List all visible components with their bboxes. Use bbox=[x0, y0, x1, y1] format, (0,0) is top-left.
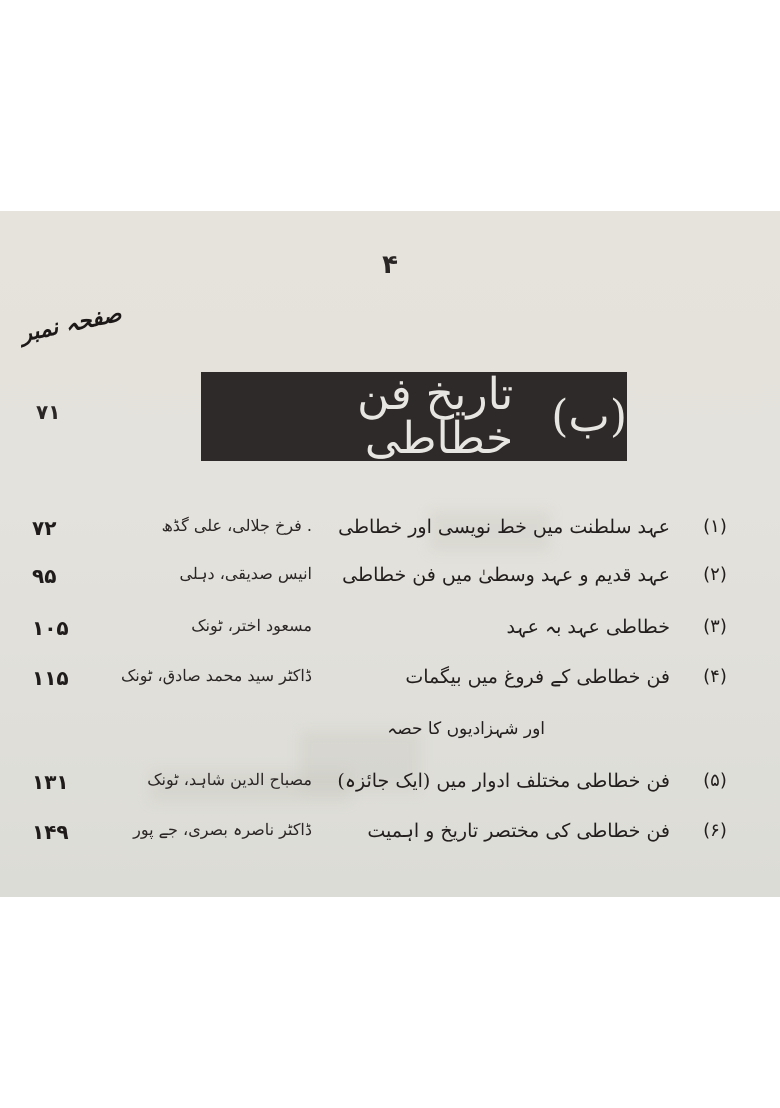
entry-author: ڈاکٹر سید محمد صادق، ٹونک bbox=[120, 666, 312, 685]
entry-page: ۱۳۱ bbox=[32, 770, 69, 794]
entry-page: ۹۵ bbox=[32, 564, 57, 588]
toc-entry-continuation bbox=[0, 718, 780, 752]
entry-author: . فرخ جلالی، علی گڈھ bbox=[161, 516, 312, 535]
entry-author: مصباح الدین شاہد، ٹونک bbox=[147, 770, 312, 789]
entry-title: خطاطی عہد بہ عہد bbox=[506, 616, 670, 638]
section-title: تاریخ فن خطاطی bbox=[357, 368, 514, 464]
toc-entry[interactable] bbox=[0, 770, 780, 804]
page-number: ۴ bbox=[382, 250, 398, 280]
toc-entry[interactable] bbox=[0, 616, 780, 650]
entry-author: انیس صدیقی، دہلی bbox=[179, 564, 312, 583]
entry-title-continuation: اور شہزادیوں کا حصہ bbox=[387, 719, 545, 739]
section-title-banner bbox=[201, 368, 627, 464]
entry-page: ۱۰۵ bbox=[32, 616, 69, 640]
entry-author: ڈاکٹر ناصرہ بصری، جے پور bbox=[133, 820, 312, 839]
entry-title: فن خطاطی مختلف ادوار میں (ایک جائزہ) bbox=[337, 770, 670, 792]
entry-number: (۳) bbox=[703, 616, 727, 637]
toc-entry[interactable] bbox=[0, 666, 780, 700]
entry-title: عہد قدیم و عہد وسطیٰ میں فن خطاطی bbox=[342, 564, 670, 586]
entry-number: (۱) bbox=[703, 516, 727, 537]
entry-title: عہد سلطنت میں خط نویسی اور خطاطی bbox=[338, 516, 670, 538]
toc-entry[interactable] bbox=[0, 820, 780, 854]
toc-entry[interactable] bbox=[0, 564, 780, 598]
entry-number: (۴) bbox=[703, 666, 727, 687]
toc-entry[interactable] bbox=[0, 516, 780, 550]
section-page-number: ۷۱ bbox=[36, 400, 61, 424]
entry-number: (۶) bbox=[703, 820, 727, 841]
entry-number: (۲) bbox=[703, 564, 727, 585]
entry-author: مسعود اختر، ٹونک bbox=[191, 616, 312, 635]
entry-page: ۷۲ bbox=[32, 516, 57, 540]
page-number-column-header: صفحہ نمبر bbox=[18, 301, 124, 348]
entry-title: فن خطاطی کی مختصر تاریخ و اہمیت bbox=[367, 820, 670, 842]
entry-page: ۱۴۹ bbox=[32, 820, 69, 844]
section-label: (ب) bbox=[551, 390, 627, 442]
entry-number: (۵) bbox=[703, 770, 727, 791]
entry-title: فن خطاطی کے فروغ میں بیگمات bbox=[405, 666, 670, 688]
entry-page: ۱۱۵ bbox=[32, 666, 69, 690]
